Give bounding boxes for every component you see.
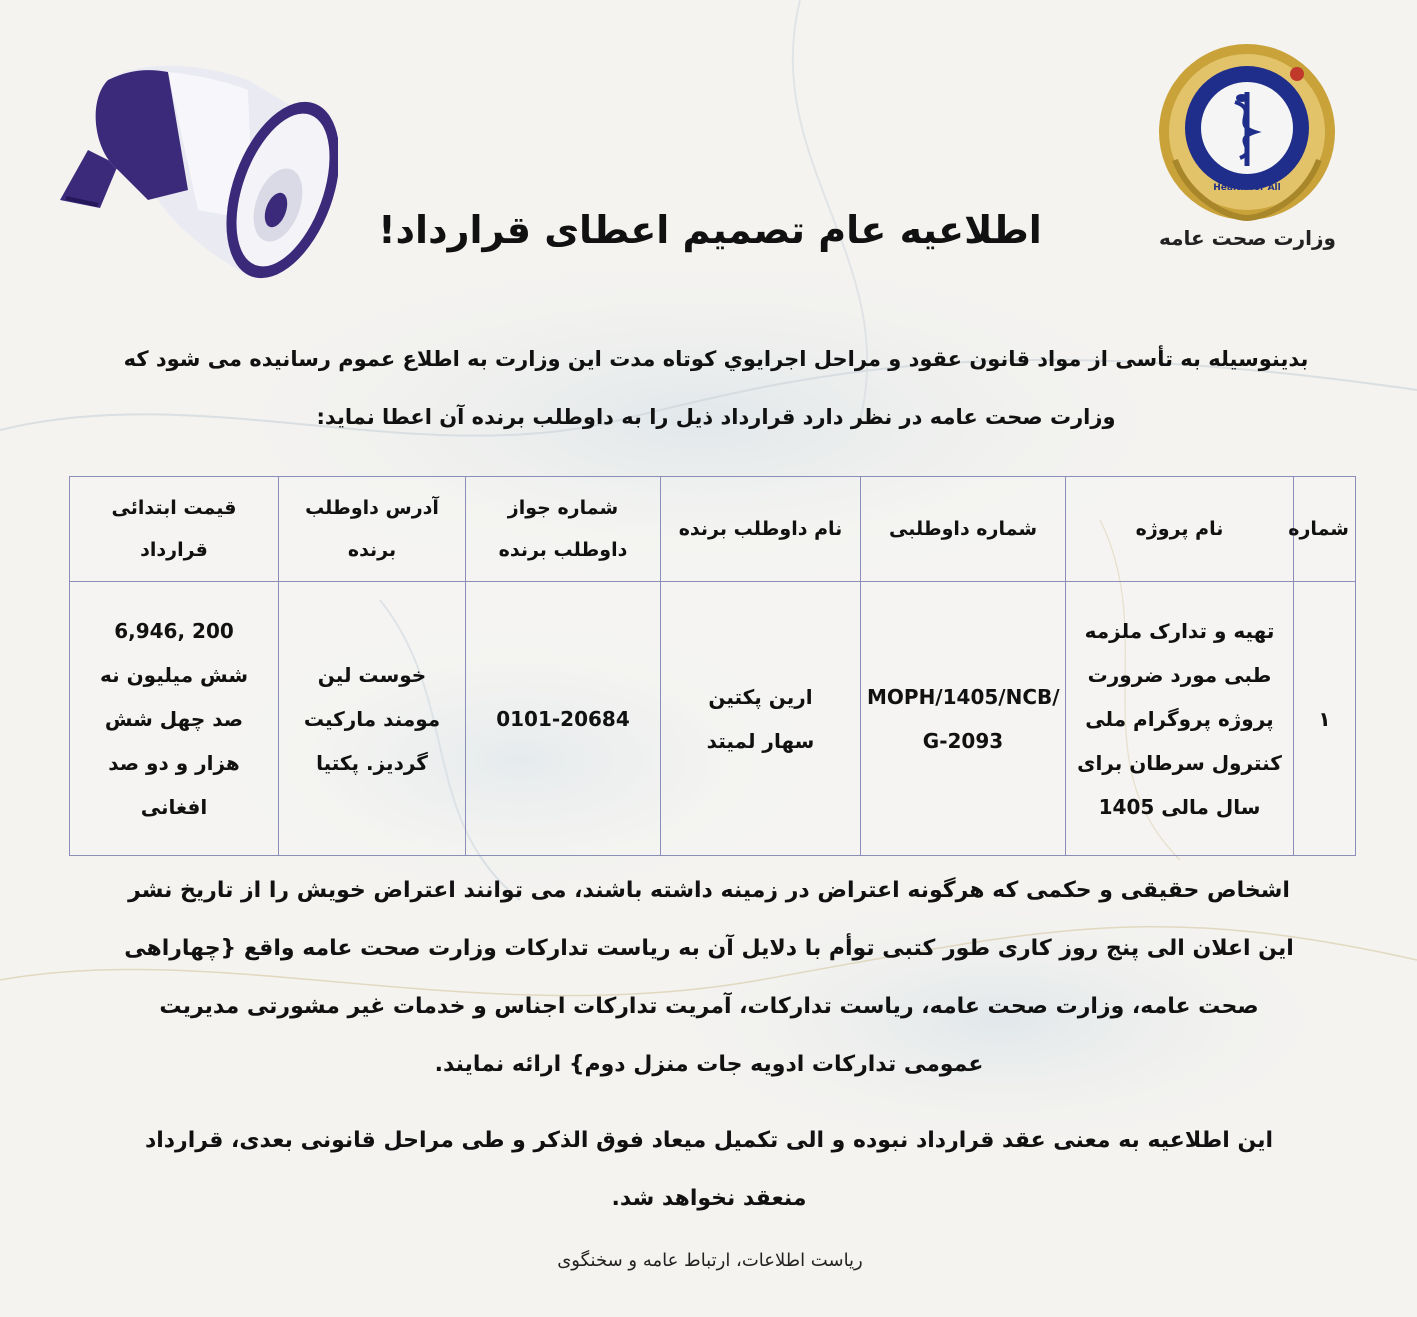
intro-line: وزارت صحت عامه در نظر دارد قرارداد ذیل را به داوطلب برنده آن اعطا نماید: xyxy=(316,405,1116,429)
objection-paragraph xyxy=(62,862,1356,1094)
ministry-emblem xyxy=(1150,40,1345,225)
notice-line: این اطلاعیه به معنی عقد قرارداد نبوده و الی تکمیل میعاد فوق الذکر و طی مراحل قانونی بعدی، قرارداد xyxy=(144,1128,1274,1153)
objection-line: اشخاص حقیقی و حکمی که هرگونه اعتراض در زمینه داشته باشند، می توانند اعتراض خویش را از تاریخ نشر xyxy=(128,878,1290,903)
table-row xyxy=(70,582,1356,856)
cell-winner-name: ارین پکتین سهار لمیتد xyxy=(661,582,861,856)
notice-line: منعقد نخواهد شد. xyxy=(611,1186,807,1211)
objection-line: صحت عامه، وزارت صحت عامه، ریاست تدارکات، آمریت تدارکات اجناس و خدمات غیر مشورتی مدیریت xyxy=(159,994,1259,1019)
cell-address: خوست لین مومند مارکیت گردیز. پکتیا xyxy=(279,582,466,856)
contract-award-table xyxy=(69,476,1356,856)
table-header-row xyxy=(70,477,1356,582)
ministry-name: وزارت صحت عامه xyxy=(1159,226,1336,250)
header-number: شماره xyxy=(1294,477,1356,582)
cell-project-name: تهیه و تدارک ملزمه طبی مورد ضرورت پروژه پروگرام ملی کنترول سرطان برای سال مالی 1405 xyxy=(1066,582,1294,856)
header-price: قیمت ابتدائی قرارداد xyxy=(70,477,279,582)
header-project-name: نام پروژه xyxy=(1066,477,1294,582)
cell-number: ۱ xyxy=(1294,582,1356,856)
intro-line: بدینوسیله به تأسی از مواد قانون عقود و مراحل اجرایوي کوتاه مدت این وزارت به اطلاع عموم رسانیده می شود که xyxy=(123,347,1309,371)
header-address: آدرس داوطلب برنده xyxy=(279,477,466,582)
megaphone-icon xyxy=(48,40,338,290)
header-bid-number: شماره داوطلبی xyxy=(861,477,1066,582)
intro-paragraph xyxy=(80,330,1352,446)
cell-license-number: 0101-20684 xyxy=(466,582,661,856)
footer-department: ریاست اطلاعات، ارتباط عامه و سخنگوی xyxy=(557,1250,863,1271)
cell-bid-number: MOPH/1405/NCB/ G-2093 xyxy=(861,582,1066,856)
page-title: اطلاعیه عام تصمیم اعطای قرارداد! xyxy=(378,208,1042,252)
header-license-number: شماره جواز داوطلب برنده xyxy=(466,477,661,582)
header-winner-name: نام داوطلب برنده xyxy=(661,477,861,582)
emblem-text: Health for All xyxy=(1213,183,1281,193)
notice-paragraph xyxy=(62,1112,1356,1228)
objection-line: عمومی تدارکات ادویه جات منزل دوم} ارائه نمایند. xyxy=(434,1052,984,1077)
cell-price: 6,946, 200 شش میلیون نه صد چهل شش هزار و دو صد افغانی xyxy=(70,582,279,856)
objection-line: این اعلان الی پنج روز کاری طور کتبی توأم با دلایل آن به ریاست تدارکات وزارت صحت عامه واقع {چهاراهی xyxy=(124,936,1294,961)
